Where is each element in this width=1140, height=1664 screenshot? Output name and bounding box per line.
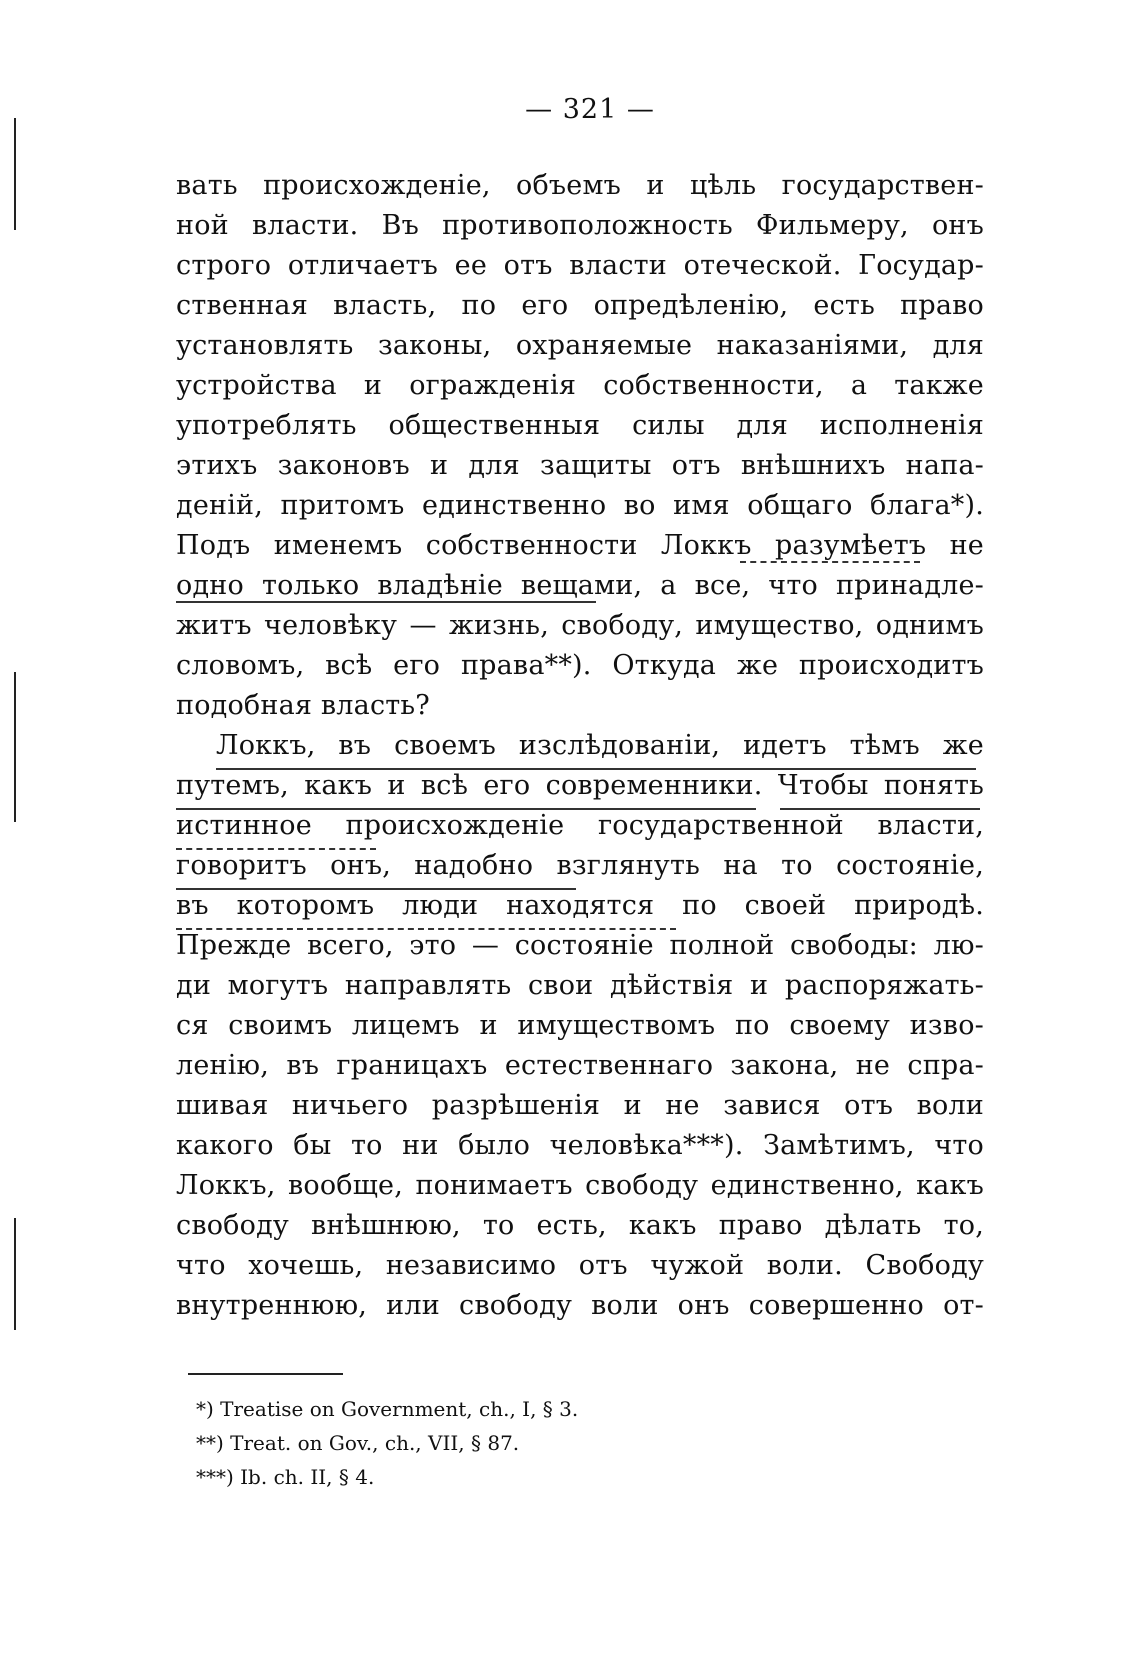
- text-line: истинное происхожденіе государственной власти,: [176, 810, 984, 841]
- hand-underline: [176, 928, 676, 930]
- text-line: Локкъ, вообще, понимаетъ свободу единственно, какъ: [176, 1170, 984, 1201]
- footnote: *) Treatise on Government, ch., I, § 3.: [196, 1397, 579, 1421]
- margin-mark: [14, 1218, 16, 1330]
- hand-underline: [780, 808, 980, 810]
- text-line: какого бы то ни было человѣка***). Замѣтимъ, что: [176, 1130, 984, 1161]
- text-line: въ которомъ люди находятся по своей природѣ.: [176, 890, 984, 921]
- text-line: этихъ законовъ и для защиты отъ внѣшнихъ напа-: [176, 450, 984, 481]
- text-line: ди могутъ направлять свои дѣйствія и распоряжать-: [176, 970, 984, 1001]
- text-line: ся своимъ лицемъ и имуществомъ по своему изво-: [176, 1010, 984, 1041]
- hand-underline: [176, 808, 756, 810]
- text-line: свободу внѣшнюю, то есть, какъ право дѣлать то,: [176, 1210, 984, 1241]
- text-line: вать происхожденіе, объемъ и цѣль государствен-: [176, 170, 984, 201]
- hand-underline: [176, 888, 576, 890]
- page-number: — 321 —: [525, 94, 655, 125]
- text-line: установлять законы, охраняемые наказаніями, для: [176, 330, 984, 361]
- footnote: **) Treat. on Gov., ch., VII, § 87.: [196, 1431, 520, 1455]
- text-line: житъ человѣку — жизнь, свободу, имущество, однимъ: [176, 610, 984, 641]
- text-line: ленію, въ границахъ естественнаго закона, не спра-: [176, 1050, 984, 1081]
- text-line: ственная власть, по его опредѣленію, есть право: [176, 290, 984, 321]
- hand-underline: [216, 768, 976, 770]
- margin-mark: [14, 118, 16, 230]
- margin-mark: [14, 672, 16, 822]
- text-line: подобная власть?: [176, 690, 430, 721]
- text-line: шивая ничьего разрѣшенія и не завися отъ воли: [176, 1090, 984, 1121]
- hand-underline: [176, 848, 376, 850]
- text-line: Прежде всего, это — состояніе полной свободы: лю-: [176, 930, 984, 961]
- text-line: строго отличаетъ ее отъ власти отеческой. Государ-: [176, 250, 984, 281]
- text-line: употреблять общественныя силы для исполненія: [176, 410, 984, 441]
- text-line: внутреннюю, или свободу воли онъ совершенно от-: [176, 1290, 984, 1321]
- text-line: что хочешь, независимо отъ чужой воли. Свободу: [176, 1250, 984, 1281]
- text-line: устройства и огражденія собственности, а также: [176, 370, 984, 401]
- footnote-separator: [188, 1373, 343, 1375]
- text-line: одно только владѣніе вещами, а все, что принадле-: [176, 570, 984, 601]
- text-line: словомъ, всѣ его права**). Откуда же происходитъ: [176, 650, 984, 681]
- text-line: Локкъ, въ своемъ изслѣдованіи, идетъ тѣмъ же: [216, 730, 984, 761]
- text-line: деній, притомъ единственно во имя общаго блага*).: [176, 490, 984, 521]
- text-line: Подъ именемъ собственности Локкъ разумѣетъ не: [176, 530, 984, 561]
- hand-underline: [740, 561, 920, 563]
- body-text: [176, 166, 984, 1326]
- text-line: путемъ, какъ и всѣ его современники. Чтобы понять: [176, 770, 984, 801]
- footnotes: [196, 1392, 578, 1494]
- footnote: ***) Ib. ch. II, § 4.: [196, 1465, 375, 1489]
- text-line: ной власти. Въ противоположность Фильмеру, онъ: [176, 210, 984, 241]
- hand-underline: [176, 601, 596, 603]
- text-line: говоритъ онъ, надобно взглянуть на то состояніе,: [176, 850, 984, 881]
